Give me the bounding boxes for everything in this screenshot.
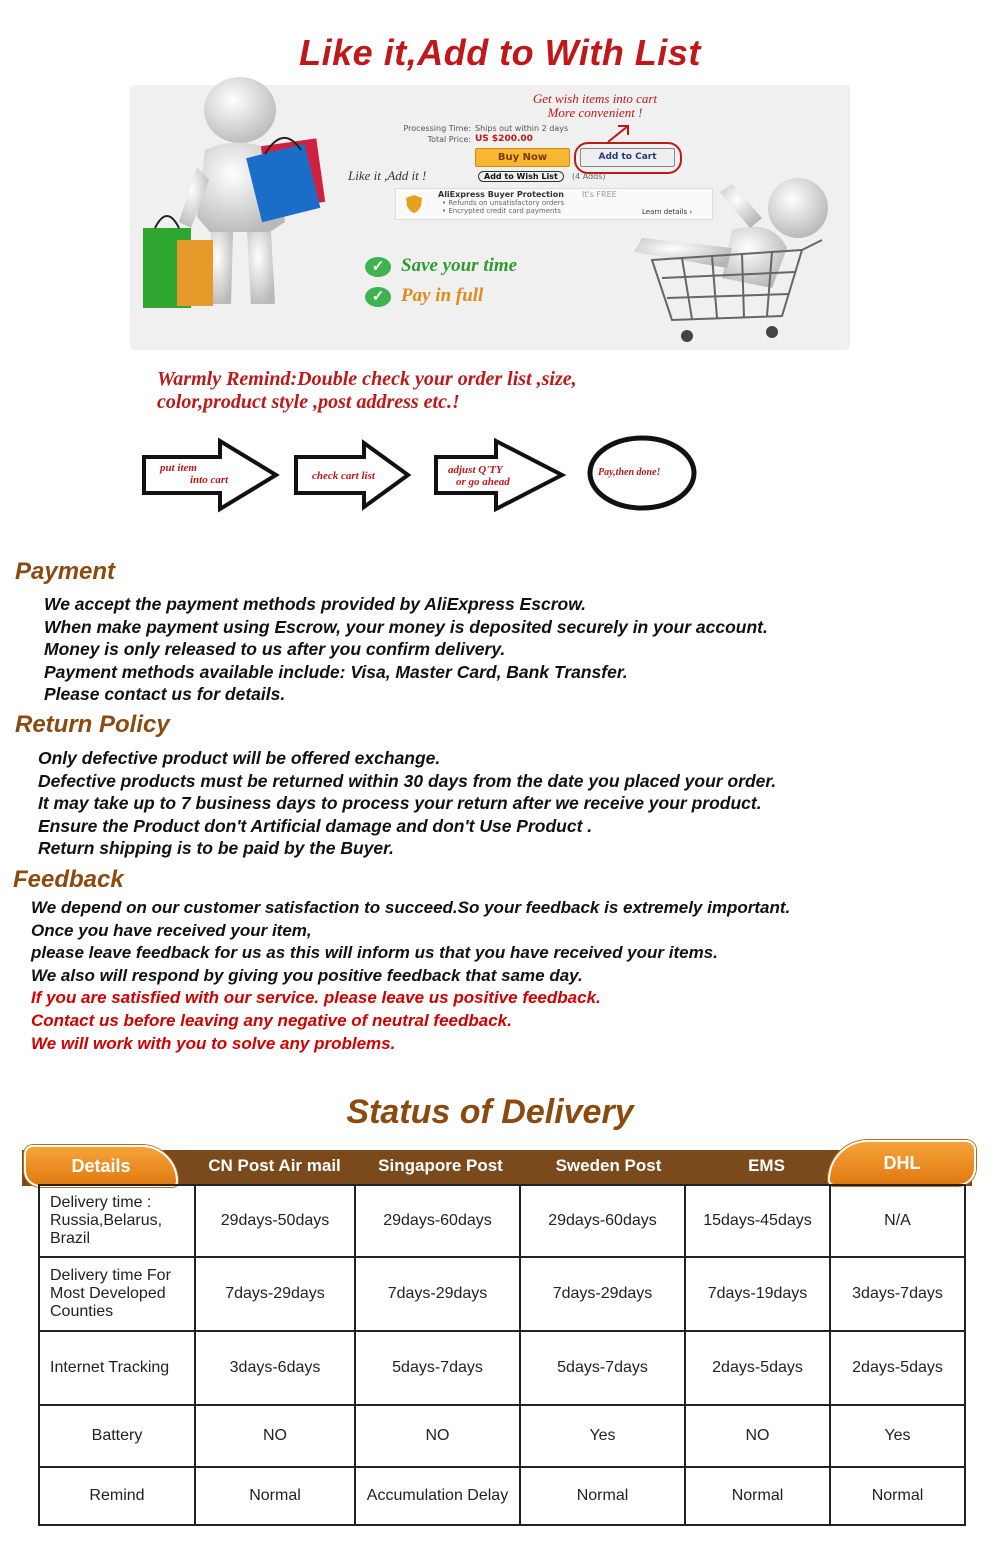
table-cell: Normal — [685, 1467, 830, 1525]
header-cn-post: CN Post Air mail — [208, 1156, 341, 1175]
learn-more-link[interactable]: Learn details › — [642, 208, 693, 216]
total-value: US $200.00 — [475, 134, 533, 144]
table-cell: Normal — [520, 1467, 685, 1525]
return-line: Only defective product will be offered exchange. — [38, 748, 441, 768]
table-cell: 3days-7days — [830, 1257, 965, 1331]
shopper-figure-icon — [135, 72, 345, 312]
header-singapore-post: Singapore Post — [378, 1156, 503, 1175]
check-icon: ✓ — [365, 287, 391, 307]
check-icon: ✓ — [365, 257, 391, 277]
feedback-body — [31, 897, 999, 1055]
table-cell: 15days-45days — [685, 1185, 830, 1257]
flow-step-1 — [160, 462, 228, 486]
buy-now-button[interactable]: Buy Now — [475, 148, 570, 167]
wish-tip-line1: Get wish items into cart — [532, 91, 658, 106]
table-cell: 5days-7days — [520, 1331, 685, 1405]
row-label-line: Brazil — [50, 1230, 91, 1247]
feedback-red-line: If you are satisfied with our service. please leave us positive feedback. — [31, 988, 601, 1008]
table-cell: 7days-29days — [355, 1257, 520, 1331]
table-cell: 3days-6days — [195, 1331, 355, 1405]
row-label-line: Most Developed — [50, 1285, 166, 1302]
table-cell: NO — [355, 1405, 520, 1467]
table-cell: Normal — [830, 1467, 965, 1525]
row-label — [39, 1185, 195, 1257]
table-cell: 7days-29days — [195, 1257, 355, 1331]
table-cell: 29days-50days — [195, 1185, 355, 1257]
processing-value: Ships out within 2 days — [475, 124, 569, 133]
hero-title: Like it,Add to With List — [299, 32, 701, 73]
dhl-tab: DHL — [828, 1140, 976, 1186]
row-label: Internet Tracking — [39, 1331, 195, 1405]
add-to-cart-button[interactable]: Add to Cart — [580, 148, 675, 167]
delivery-table — [38, 1184, 966, 1526]
return-line: Defective products must be returned within 30 days from the date you placed your order. — [38, 770, 777, 791]
shield-icon — [404, 194, 424, 214]
table-cell: NO — [685, 1405, 830, 1467]
table-cell: 5days-7days — [355, 1331, 520, 1405]
table-cell: 7days-29days — [520, 1257, 685, 1331]
feedback-line: We also will respond by giving you positive feedback that same day. — [31, 965, 583, 985]
details-tab: Details — [24, 1145, 178, 1187]
flow-step-3 — [448, 464, 510, 488]
adds-count: (4 Adds) — [572, 172, 606, 181]
feedback-red-line: Contact us before leaving any negative of neutral feedback. — [31, 1010, 512, 1030]
table-row — [39, 1467, 965, 1525]
total-label: Total Price: — [427, 135, 471, 144]
table-cell: Yes — [520, 1405, 685, 1467]
table-cell: 2days-5days — [830, 1331, 965, 1405]
table-row — [39, 1257, 965, 1331]
header-sweden-post: Sweden Post — [555, 1156, 662, 1175]
return-line: Ensure the Product don't Artificial damage and don't Use Product . — [38, 815, 593, 836]
table-cell: Normal — [195, 1467, 355, 1525]
payment-line: Please contact us for details. — [44, 684, 286, 705]
wish-tip-line2: More convenient ! — [547, 105, 643, 120]
table-cell: 7days-19days — [685, 1257, 830, 1331]
feedback-line: Once you have received your item, — [31, 920, 312, 940]
feedback-red-line: We will work with you to solve any problems. — [31, 1033, 396, 1053]
return-policy-body — [38, 747, 993, 860]
return-line: Return shipping is to be paid by the Buyer. — [38, 838, 394, 859]
flow-step-1-line2: into cart — [190, 474, 229, 486]
return-policy-heading: Return Policy — [15, 711, 170, 738]
protection-free: It's FREE — [582, 190, 617, 199]
save-time-line — [365, 255, 517, 277]
table-cell: NO — [195, 1405, 355, 1467]
protection-title: AliExpress Buyer Protection — [438, 190, 564, 199]
flow-step-4: Pay,then done! — [598, 467, 661, 478]
table-cell: 29days-60days — [520, 1185, 685, 1257]
row-label-line: Delivery time For — [50, 1267, 171, 1284]
row-label: Remind — [39, 1467, 195, 1525]
table-cell: Yes — [830, 1405, 965, 1467]
wish-tip — [495, 92, 695, 120]
feedback-heading: Feedback — [13, 866, 124, 893]
protection-item-2: • Encrypted credit card payments — [442, 207, 561, 215]
pay-full-line — [365, 285, 483, 307]
protection-item-1: • Refunds on unsatisfactory orders — [442, 199, 565, 207]
remind-note — [157, 368, 837, 414]
pay-full-text: Pay in full — [401, 285, 484, 306]
flow-step-3-line2: or go ahead — [456, 476, 510, 488]
like-it-note: Like it ,Add it ! — [348, 168, 427, 183]
table-row — [39, 1331, 965, 1405]
feedback-line: We depend on our customer satisfaction to succeed.So your feedback is extremely important. — [31, 898, 791, 917]
table-cell: N/A — [830, 1185, 965, 1257]
table-row — [39, 1185, 965, 1257]
table-cell: Accumulation Delay — [355, 1467, 520, 1525]
table-row — [39, 1405, 965, 1467]
payment-body — [44, 593, 994, 706]
payment-heading: Payment — [15, 558, 116, 585]
row-label: Battery — [39, 1405, 195, 1467]
row-label — [39, 1257, 195, 1331]
header-ems: EMS — [748, 1156, 785, 1175]
delivery-title: Status of Delivery — [346, 1093, 634, 1131]
flow-step-3-line1: adjust Q'TY — [448, 464, 503, 476]
flow-step-1-line1: put item — [160, 462, 197, 474]
cart-highlight-ring — [574, 142, 682, 174]
add-to-wish-list-button[interactable]: Add to Wish List — [478, 171, 564, 182]
payment-line: When make payment using Escrow, your money is deposited securely in your account. — [44, 616, 768, 637]
feedback-line: please leave feedback for us as this will inform us that you have received your items. — [31, 943, 718, 963]
cart-figure-icon — [612, 178, 837, 353]
row-label-line: Delivery time : — [50, 1194, 152, 1211]
remind-line-2: color,product style ,post address etc.! — [157, 391, 460, 413]
save-time-text: Save your time — [401, 255, 518, 276]
remind-line-1: Warmly Remind:Double check your order list ,size, — [157, 368, 577, 390]
processing-label: Processing Time: — [403, 124, 471, 133]
flow-step-2: check cart list — [312, 470, 375, 482]
return-line: It may take up to 7 business days to process your return after we receive your product. — [38, 793, 762, 814]
payment-line: Payment methods available include: Visa, Master Card, Bank Transfer. — [44, 661, 628, 682]
table-cell: 2days-5days — [685, 1331, 830, 1405]
payment-line: We accept the payment methods provided by AliExpress Escrow. — [44, 594, 587, 614]
payment-line: Money is only released to us after you confirm delivery. — [44, 639, 506, 660]
row-label-line: Russia,Belarus, — [50, 1212, 163, 1229]
row-label-line: Counties — [50, 1303, 114, 1320]
table-cell: 29days-60days — [355, 1185, 520, 1257]
